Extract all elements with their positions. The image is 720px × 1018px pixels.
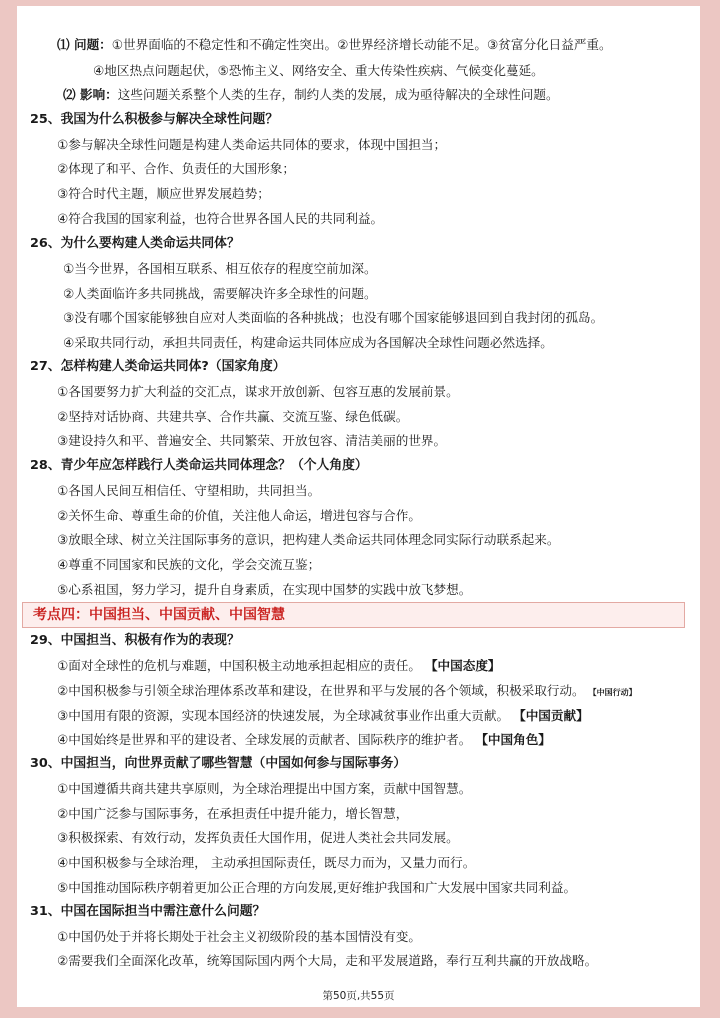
q31-item: ②需要我们全面深化改革，统筹国际国内两个大局，走和平发展道路，奉行互利共赢的开放战略。 <box>57 953 598 968</box>
q28-item: ③放眼全球、树立关注国际事务的意识，把构建人类命运共同体理念同实际行动联系起来。 <box>57 532 560 547</box>
q29-item-text: ③中国用有限的资源，实现本国经济的快速发展，为全球减贫事业作出重大贡献。 <box>57 708 510 723</box>
q28-item: ④尊重不同国家和民族的文化，学会交流互鉴； <box>57 557 321 572</box>
impact-label: ⑵ 影响： <box>63 87 118 102</box>
q26-item: ①当今世界，各国相互联系、相互依存的程度空前加深。 <box>63 261 377 276</box>
q25-item: ④符合我国的国家利益，也符合世界各国人民的共同利益。 <box>57 211 384 226</box>
q25-item: ②体现了和平、合作、负责任的大国形象； <box>57 161 295 176</box>
q30-item: ④中国积极参与全球治理， 主动承担国际责任，既尽力而为，又量力而行。 <box>57 855 476 870</box>
q28-item: ①各国人民间互相信任、守望相助，共同担当。 <box>57 483 321 498</box>
q30-item: ②中国广泛参与国际事务，在承担责任中提升能力，增长智慧， <box>57 806 409 821</box>
q25-item: ③符合时代主题，顺应世界发展趋势； <box>57 186 270 201</box>
q28-item: ②关怀生命、尊重生命的价值，关注他人命运，增进包容与合作。 <box>57 508 421 523</box>
q29-item-tag: 【中国态度】 <box>424 658 501 673</box>
q27-item: ③建设持久和平、普遍安全、共同繁荣、开放包容、清洁美丽的世界。 <box>57 433 447 448</box>
q29-item-tag: 【中国贡献】 <box>513 708 589 723</box>
section-title: 考点四：中国担当、中国贡献、中国智慧 <box>33 607 285 623</box>
q25-item: ①参与解决全球性问题是构建人类命运共同体的要求，体现中国担当； <box>57 137 447 152</box>
q26-item: ②人类面临许多共同挑战，需要解决许多全球性的问题。 <box>63 286 377 301</box>
q27-item: ②坚持对话协商、共建共享、合作共赢、交流互鉴、绿色低碳。 <box>57 409 409 424</box>
problem-line-2: ④地区热点问题起伏，⑤恐怖主义、网络安全、重大传染性疾病、气候变化蔓延。 <box>93 63 544 78</box>
q29-item-tag: 【中国行动】 <box>588 688 637 697</box>
q26-item: ④采取共同行动，承担共同责任，构建命运共同体应成为各国解决全球性问题必然选择。 <box>63 335 553 350</box>
q26-item: ③没有哪个国家能够独自应对人类面临的各种挑战；也没有哪个国家能够退回到自我封闭的孤岛。 <box>63 310 604 325</box>
q29-item <box>57 658 501 674</box>
q30-item: ①中国遵循共商共建共享原则，为全球治理提出中国方案，贡献中国智慧。 <box>57 781 472 796</box>
question-31-title: 31、中国在国际担当中需注意什么问题？ <box>30 904 266 919</box>
q29-item-text: ①面对全球性的危机与难题，中国积极主动地承担起相应的责任。 <box>57 658 421 673</box>
q29-item-text: ②中国积极参与引领全球治理体系改革和建设，在世界和平与发展的各个领域，积极采取行动。 <box>57 683 585 698</box>
q27-item: ①各国要努力扩大利益的交汇点，谋求开放创新、包容互惠的发展前景。 <box>57 384 459 399</box>
impact-text: 这些问题关系整个人类的生存，制约人类的发展，成为亟待解决的全球性问题。 <box>117 87 559 102</box>
question-26-title: 26、为什么要构建人类命运共同体？ <box>30 236 240 251</box>
q29-item <box>57 732 551 748</box>
problem-text-1: ①世界面临的不稳定性和不确定性突出。②世界经济增长动能不足。③贫富分化日益严重。 <box>111 37 612 52</box>
q30-item: ③积极探索、有效行动，发挥负责任大国作用，促进人类社会共同发展。 <box>57 830 459 845</box>
q29-item-text: ④中国始终是世界和平的建设者、全球发展的贡献者、国际秩序的维护者。 <box>57 732 472 747</box>
q28-item: ⑤心系祖国，努力学习，提升自身素质，在实现中国梦的实践中放飞梦想。 <box>57 582 472 597</box>
problem-label: ⑴ 问题： <box>57 37 112 52</box>
question-30-title: 30、中国担当，向世界贡献了哪些智慧（中国如何参与国际事务） <box>30 756 407 771</box>
q30-item: ⑤中国推动国际秩序朝着更加公正合理的方向发展,更好维护我国和广大发展中国家共同利益。 <box>57 880 577 895</box>
question-25-title: 25、我国为什么积极参与解决全球性问题？ <box>30 112 279 127</box>
document-page <box>17 6 700 1007</box>
question-29-title: 29、中国担当、积极有作为的表现？ <box>30 633 240 648</box>
question-28-title: 28、青少年应怎样践行人类命运共同体理念？（个人角度） <box>30 458 368 473</box>
question-27-title: 27、怎样构建人类命运共同体?（国家角度） <box>30 359 286 374</box>
q29-item <box>57 708 589 724</box>
q29-item-tag: 【中国角色】 <box>475 732 551 747</box>
q29-item <box>57 683 637 701</box>
page-number: 第50页,共55页 <box>322 990 395 1002</box>
q31-item: ①中国仍处于并将长期处于社会主义初级阶段的基本国情没有变。 <box>57 929 421 944</box>
